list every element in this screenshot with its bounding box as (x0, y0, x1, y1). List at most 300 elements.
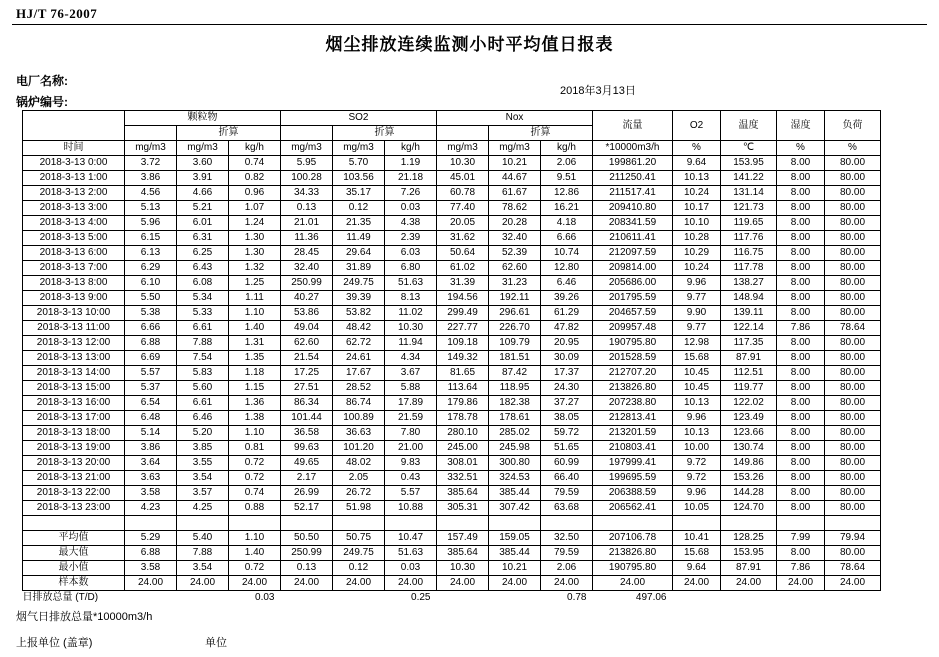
cell-value: 51.63 (385, 276, 437, 291)
cell-value: 44.67 (489, 171, 541, 186)
summary-value: 249.75 (333, 546, 385, 561)
cell-value: 12.80 (541, 261, 593, 276)
cell-value: 3.60 (177, 156, 229, 171)
cell-value: 1.30 (229, 231, 281, 246)
summary-value: 7.86 (777, 561, 825, 576)
cell-time: 2018-3-13 23:00 (23, 501, 125, 516)
cell-value: 179.86 (437, 396, 489, 411)
cell-value: 8.00 (777, 471, 825, 486)
cell-value: 332.51 (437, 471, 489, 486)
cell-value: 1.11 (229, 291, 281, 306)
cell-value: 7.80 (385, 426, 437, 441)
cell-time: 2018-3-13 3:00 (23, 201, 125, 216)
cell-value: 52.17 (281, 501, 333, 516)
cell-value: 10.24 (673, 186, 721, 201)
cell-value: 101.20 (333, 441, 385, 456)
cell-value: 28.52 (333, 381, 385, 396)
cell-value: 21.59 (385, 411, 437, 426)
cell-value: 80.00 (825, 501, 881, 516)
unit-pm-conv-mgm3: mg/m3 (177, 141, 229, 156)
daily-total-blank (125, 591, 177, 606)
table-row (23, 156, 881, 171)
report-date: 2018年3月13日 (560, 85, 636, 97)
cell-value: 5.95 (281, 156, 333, 171)
cell-value: 4.38 (385, 216, 437, 231)
cell-value: 10.45 (673, 366, 721, 381)
cell-value: 249.75 (333, 276, 385, 291)
cell-value: 2.17 (281, 471, 333, 486)
daily-total-blank (825, 591, 881, 606)
cell-time: 2018-3-13 4:00 (23, 216, 125, 231)
cell-value: 3.55 (177, 456, 229, 471)
cell-value: 26.99 (281, 486, 333, 501)
cell-value: 211517.41 (593, 186, 673, 201)
group-header-humidity: 湿度 (777, 111, 825, 141)
cell-value: 60.99 (541, 456, 593, 471)
cell-value: 49.04 (281, 321, 333, 336)
cell-value: 31.39 (437, 276, 489, 291)
cell-value: 212097.59 (593, 246, 673, 261)
summary-value: 1.40 (229, 546, 281, 561)
unit-pm-mgm3: mg/m3 (125, 141, 177, 156)
cell-value: 149.86 (721, 456, 777, 471)
cell-value: 1.15 (229, 381, 281, 396)
cell-value: 24.61 (333, 351, 385, 366)
cell-value: 11.36 (281, 231, 333, 246)
cell-value: 8.00 (777, 351, 825, 366)
cell-value: 149.32 (437, 351, 489, 366)
spacer-cell (541, 516, 593, 531)
cell-value: 10.17 (673, 201, 721, 216)
standard-code: HJ/T 76-2007 (16, 6, 98, 21)
summary-value: 3.54 (177, 561, 229, 576)
cell-value: 308.01 (437, 456, 489, 471)
cell-value: 80.00 (825, 291, 881, 306)
table-body (23, 156, 881, 606)
cell-value: 80.00 (825, 156, 881, 171)
cell-value: 1.19 (385, 156, 437, 171)
cell-value: 6.54 (125, 396, 177, 411)
cell-value: 3.57 (177, 486, 229, 501)
group-header-flow: 流量 (593, 111, 673, 141)
spacer-cell (177, 516, 229, 531)
group-header-nox: Nox (437, 111, 593, 126)
cell-value: 0.03 (385, 201, 437, 216)
cell-value: 0.43 (385, 471, 437, 486)
cell-value: 101.44 (281, 411, 333, 426)
cell-value: 124.70 (721, 501, 777, 516)
cell-value: 7.26 (385, 186, 437, 201)
cell-value: 9.51 (541, 171, 593, 186)
cell-value: 17.89 (385, 396, 437, 411)
summary-value: 207106.78 (593, 531, 673, 546)
group-header-temperature: 温度 (721, 111, 777, 141)
cell-value: 5.60 (177, 381, 229, 396)
cell-value: 80.00 (825, 441, 881, 456)
sub-header-nox-blank (437, 126, 489, 141)
cell-value: 80.00 (825, 471, 881, 486)
cell-value: 9.72 (673, 456, 721, 471)
cell-value: 6.43 (177, 261, 229, 276)
summary-value: 24.00 (777, 576, 825, 591)
cell-value: 9.64 (673, 156, 721, 171)
summary-value: 78.64 (825, 561, 881, 576)
cell-value: 6.03 (385, 246, 437, 261)
summary-value: 250.99 (281, 546, 333, 561)
cell-value: 6.46 (541, 276, 593, 291)
cell-value: 81.65 (437, 366, 489, 381)
cell-value: 10.10 (673, 216, 721, 231)
cell-value: 9.90 (673, 306, 721, 321)
cell-value: 8.00 (777, 306, 825, 321)
summary-value: 385.64 (437, 546, 489, 561)
cell-value: 226.70 (489, 321, 541, 336)
sub-header-so2-blank (281, 126, 333, 141)
table-row (23, 231, 881, 246)
cell-value: 87.91 (721, 351, 777, 366)
cell-value: 1.31 (229, 336, 281, 351)
cell-value: 5.70 (333, 156, 385, 171)
cell-value: 8.00 (777, 156, 825, 171)
summary-value: 7.88 (177, 546, 229, 561)
cell-time: 2018-3-13 12:00 (23, 336, 125, 351)
summary-value: 385.44 (489, 546, 541, 561)
cell-value: 199861.20 (593, 156, 673, 171)
cell-time: 2018-3-13 14:00 (23, 366, 125, 381)
summary-value: 5.29 (125, 531, 177, 546)
cell-value: 3.64 (125, 456, 177, 471)
summary-value: 128.25 (721, 531, 777, 546)
daily-total-nox: 0.78 (541, 591, 593, 606)
cell-value: 8.00 (777, 186, 825, 201)
cell-value: 15.68 (673, 351, 721, 366)
summary-value: 159.05 (489, 531, 541, 546)
daily-total-blank (489, 591, 541, 606)
table-spacer-row (23, 516, 881, 531)
cell-value: 50.64 (437, 246, 489, 261)
cell-value: 296.61 (489, 306, 541, 321)
daily-total-flow: 497.06 (593, 591, 673, 606)
cell-value: 213826.80 (593, 381, 673, 396)
cell-value: 4.25 (177, 501, 229, 516)
table-row (23, 501, 881, 516)
cell-value: 10.05 (673, 501, 721, 516)
cell-value: 245.00 (437, 441, 489, 456)
cell-value: 5.14 (125, 426, 177, 441)
unit-flow: *10000m3/h (593, 141, 673, 156)
cell-value: 5.37 (125, 381, 177, 396)
spacer-cell (281, 516, 333, 531)
cell-value: 139.11 (721, 306, 777, 321)
cell-value: 47.82 (541, 321, 593, 336)
cell-value: 112.51 (721, 366, 777, 381)
cell-value: 5.50 (125, 291, 177, 306)
cell-value: 9.96 (673, 486, 721, 501)
cell-value: 148.94 (721, 291, 777, 306)
cell-value: 1.07 (229, 201, 281, 216)
daily-total-blank (673, 591, 721, 606)
cell-value: 205686.00 (593, 276, 673, 291)
cell-value: 6.80 (385, 261, 437, 276)
summary-value: 3.58 (125, 561, 177, 576)
cell-value: 5.57 (385, 486, 437, 501)
cell-value: 5.83 (177, 366, 229, 381)
spacer-cell (825, 516, 881, 531)
summary-label: 平均值 (23, 531, 125, 546)
cell-value: 3.63 (125, 471, 177, 486)
cell-value: 36.58 (281, 426, 333, 441)
daily-total-so2: 0.25 (385, 591, 437, 606)
cell-value: 5.57 (125, 366, 177, 381)
unit-so2-mgm3: mg/m3 (281, 141, 333, 156)
column-header-time: 时间 (23, 141, 125, 156)
cell-value: 40.27 (281, 291, 333, 306)
cell-value: 51.65 (541, 441, 593, 456)
unit-o2: % (673, 141, 721, 156)
cell-value: 21.18 (385, 171, 437, 186)
cell-value: 17.37 (541, 366, 593, 381)
cell-value: 7.86 (777, 321, 825, 336)
cell-value: 21.00 (385, 441, 437, 456)
cell-value: 123.49 (721, 411, 777, 426)
cell-value: 109.79 (489, 336, 541, 351)
table-row (23, 291, 881, 306)
cell-value: 10.74 (541, 246, 593, 261)
cell-time: 2018-3-13 0:00 (23, 156, 125, 171)
summary-value: 190795.80 (593, 561, 673, 576)
cell-time: 2018-3-13 21:00 (23, 471, 125, 486)
cell-value: 48.42 (333, 321, 385, 336)
cell-value: 117.35 (721, 336, 777, 351)
summary-value: 24.00 (541, 576, 593, 591)
cell-value: 80.00 (825, 261, 881, 276)
header-divider (12, 24, 927, 25)
cell-value: 190795.80 (593, 336, 673, 351)
cell-value: 280.10 (437, 426, 489, 441)
cell-value: 12.86 (541, 186, 593, 201)
cell-value: 87.42 (489, 366, 541, 381)
cell-value: 1.30 (229, 246, 281, 261)
summary-row (23, 531, 881, 546)
cell-value: 80.00 (825, 231, 881, 246)
daily-total-label: 日排放总量 (T/D) (23, 591, 125, 606)
summary-value: 10.21 (489, 561, 541, 576)
cell-value: 1.10 (229, 426, 281, 441)
cell-value: 9.96 (673, 411, 721, 426)
cell-value: 63.68 (541, 501, 593, 516)
cell-time: 2018-3-13 9:00 (23, 291, 125, 306)
cell-value: 100.89 (333, 411, 385, 426)
cell-time: 2018-3-13 20:00 (23, 456, 125, 471)
cell-value: 80.00 (825, 336, 881, 351)
summary-value: 10.41 (673, 531, 721, 546)
cell-value: 1.40 (229, 321, 281, 336)
cell-value: 5.88 (385, 381, 437, 396)
cell-value: 3.85 (177, 441, 229, 456)
cell-value: 8.00 (777, 381, 825, 396)
cell-value: 3.54 (177, 471, 229, 486)
cell-value: 138.27 (721, 276, 777, 291)
cell-value: 1.25 (229, 276, 281, 291)
cell-value: 122.02 (721, 396, 777, 411)
cell-value: 80.00 (825, 171, 881, 186)
cell-value: 10.29 (673, 246, 721, 261)
boiler-number-label: 锅炉编号: (16, 95, 68, 109)
cell-value: 121.73 (721, 201, 777, 216)
cell-value: 35.17 (333, 186, 385, 201)
summary-row (23, 561, 881, 576)
summary-value: 24.00 (333, 576, 385, 591)
summary-row (23, 546, 881, 561)
cell-value: 6.25 (177, 246, 229, 261)
summary-value: 7.99 (777, 531, 825, 546)
cell-value: 1.18 (229, 366, 281, 381)
cell-value: 0.72 (229, 456, 281, 471)
cell-value: 210611.41 (593, 231, 673, 246)
report-table (22, 110, 881, 605)
cell-time: 2018-3-13 16:00 (23, 396, 125, 411)
summary-value: 10.47 (385, 531, 437, 546)
spacer-cell (125, 516, 177, 531)
summary-value: 157.49 (437, 531, 489, 546)
cell-value: 3.86 (125, 441, 177, 456)
summary-value: 213826.80 (593, 546, 673, 561)
spacer-cell (385, 516, 437, 531)
cell-value: 21.54 (281, 351, 333, 366)
cell-value: 8.00 (777, 246, 825, 261)
table-row (23, 276, 881, 291)
cell-value: 119.65 (721, 216, 777, 231)
cell-value: 178.78 (437, 411, 489, 426)
cell-value: 8.00 (777, 276, 825, 291)
summary-value: 24.00 (385, 576, 437, 591)
cell-time: 2018-3-13 1:00 (23, 171, 125, 186)
cell-value: 201795.59 (593, 291, 673, 306)
summary-value: 24.00 (229, 576, 281, 591)
cell-value: 116.75 (721, 246, 777, 261)
cell-value: 9.77 (673, 321, 721, 336)
cell-value: 80.00 (825, 246, 881, 261)
spacer-cell (673, 516, 721, 531)
summary-value: 50.75 (333, 531, 385, 546)
cell-value: 39.39 (333, 291, 385, 306)
cell-value: 6.46 (177, 411, 229, 426)
cell-value: 3.67 (385, 366, 437, 381)
cell-value: 9.83 (385, 456, 437, 471)
spacer-cell (489, 516, 541, 531)
cell-value: 0.74 (229, 156, 281, 171)
cell-value: 197999.41 (593, 456, 673, 471)
table-row (23, 486, 881, 501)
cell-value: 10.88 (385, 501, 437, 516)
summary-value: 32.50 (541, 531, 593, 546)
cell-time: 2018-3-13 6:00 (23, 246, 125, 261)
cell-value: 80.00 (825, 486, 881, 501)
cell-value: 8.00 (777, 171, 825, 186)
cell-value: 122.14 (721, 321, 777, 336)
cell-value: 4.56 (125, 186, 177, 201)
cell-value: 78.62 (489, 201, 541, 216)
cell-value: 8.00 (777, 291, 825, 306)
cell-value: 2.39 (385, 231, 437, 246)
cell-value: 80.00 (825, 426, 881, 441)
table-row (23, 351, 881, 366)
cell-value: 7.54 (177, 351, 229, 366)
spacer-cell (229, 516, 281, 531)
cell-value: 199695.59 (593, 471, 673, 486)
cell-value: 178.61 (489, 411, 541, 426)
cell-time: 2018-3-13 19:00 (23, 441, 125, 456)
cell-value: 80.00 (825, 201, 881, 216)
cell-value: 61.29 (541, 306, 593, 321)
unit-humidity: % (777, 141, 825, 156)
summary-value: 0.13 (281, 561, 333, 576)
summary-value: 24.00 (489, 576, 541, 591)
summary-value: 24.00 (721, 576, 777, 591)
summary-label: 最大值 (23, 546, 125, 561)
cell-value: 300.80 (489, 456, 541, 471)
cell-value: 1.36 (229, 396, 281, 411)
cell-value: 209957.48 (593, 321, 673, 336)
cell-value: 103.56 (333, 171, 385, 186)
cell-value: 0.12 (333, 201, 385, 216)
unit-nox-kgh: kg/h (541, 141, 593, 156)
cell-value: 10.30 (437, 156, 489, 171)
cell-value: 144.28 (721, 486, 777, 501)
summary-value: 79.94 (825, 531, 881, 546)
cell-value: 78.64 (825, 321, 881, 336)
cell-value: 182.38 (489, 396, 541, 411)
daily-total-blank (281, 591, 333, 606)
cell-value: 8.00 (777, 261, 825, 276)
cell-value: 100.28 (281, 171, 333, 186)
summary-value: 51.63 (385, 546, 437, 561)
table-row (23, 261, 881, 276)
summary-value: 50.50 (281, 531, 333, 546)
cell-value: 207238.80 (593, 396, 673, 411)
cell-value: 66.40 (541, 471, 593, 486)
cell-value: 10.28 (673, 231, 721, 246)
cell-value: 3.72 (125, 156, 177, 171)
summary-value: 79.59 (541, 546, 593, 561)
cell-value: 10.24 (673, 261, 721, 276)
cell-value: 324.53 (489, 471, 541, 486)
daily-total-blank (177, 591, 229, 606)
cell-value: 51.98 (333, 501, 385, 516)
page-title: 烟尘排放连续监测小时平均值日报表 (325, 35, 614, 54)
cell-value: 32.40 (489, 231, 541, 246)
cell-value: 2.05 (333, 471, 385, 486)
spacer-cell (721, 516, 777, 531)
plant-name-label: 电厂名称: (16, 74, 68, 88)
cell-value: 5.34 (177, 291, 229, 306)
table-row (23, 306, 881, 321)
cell-value: 20.28 (489, 216, 541, 231)
cell-value: 6.66 (125, 321, 177, 336)
cell-value: 32.40 (281, 261, 333, 276)
spacer-cell (777, 516, 825, 531)
cell-value: 113.64 (437, 381, 489, 396)
cell-value: 0.81 (229, 441, 281, 456)
cell-value: 79.59 (541, 486, 593, 501)
cell-value: 80.00 (825, 186, 881, 201)
cell-value: 6.61 (177, 396, 229, 411)
cell-value: 206562.41 (593, 501, 673, 516)
cell-value: 385.44 (489, 486, 541, 501)
cell-time: 2018-3-13 8:00 (23, 276, 125, 291)
cell-time: 2018-3-13 5:00 (23, 231, 125, 246)
sub-header-pm-blank (125, 126, 177, 141)
